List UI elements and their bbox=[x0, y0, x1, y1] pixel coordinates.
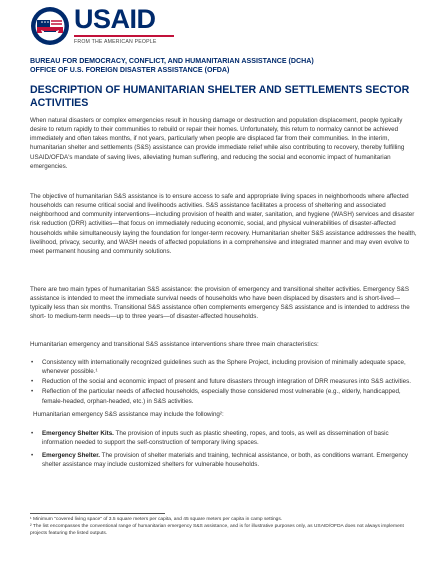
footnote-2: ² The list encompasses the conventional range of humanitarian emergency S&S assistance, and is for illustrative purposes only, as USAID/OFDA does not always implement projects featuring the listed outputs. bbox=[30, 524, 404, 536]
paragraph-emergency-intro: Humanitarian emergency S&S assistance may include the following²: bbox=[33, 411, 224, 418]
office-line: OFFICE OF U.S. FOREIGN DISASTER ASSISTANCE (OFDA) bbox=[30, 66, 230, 74]
list-item bbox=[30, 429, 420, 447]
paragraph-objective: The objective of humanitarian S&S assistance is to ensure access to safe and appropriate living spaces in neighborhoods where affected households can resume critical social and livelihoods activities. S&S assistance facilitates a process of sheltering and associated neighborhood and community interventions—including provision of health and water, sanitation, and hygiene (WASH) services and disaster risk reduction (DRR) activities—that focus on immediately reducing economic, social, and physical vulnerabilities of disaster-affected households while simultaneously laying the foundation for longer-term recovery. Humanitarian shelter S&S assistance addresses the health, livelihood, privacy, security, and WASH needs of affected populations in a comprehensive and integrated manner and may even evolve to meet permanent housing and community solutions. bbox=[30, 193, 417, 255]
bullet-icon: • bbox=[31, 359, 34, 366]
usaid-logo bbox=[30, 4, 180, 54]
item-lead: Emergency Shelter Kits. bbox=[42, 430, 114, 437]
list-item: • Reflection of the particular needs of affected households, especially those considered most vulnerable (e.g., elderly, handicapped, female-headed, orphan-headed, etc.) in S&S activities. bbox=[31, 388, 401, 405]
paragraph-intro: When natural disasters or complex emergencies result in housing damage or destruction and population displacement, people typically desire to return rapidly to their communities to rebuild or repair their homes. Unfortunately, this return to normalcy cannot be achieved immediately and often takes months, if not years, particularly when people are displaced far from their communities. In the interim, humanitarian shelter and settlements (S&S) assistance can provide immediate relief while also contributing to recovery, thereby fulfilling USAID/OFDA's mandate of saving lives, alleviating human suffering, and reducing the social and economic impact of humanitarian emergencies. bbox=[30, 117, 405, 170]
bullet-icon: • bbox=[31, 452, 34, 460]
characteristics-list bbox=[30, 358, 420, 407]
bureau-line: BUREAU FOR DEMOCRACY, CONFLICT, AND HUMANITARIAN ASSISTANCE (DCHA) bbox=[30, 57, 314, 65]
bullet-icon: • bbox=[31, 430, 34, 437]
logo-tagline: FROM THE AMERICAN PEOPLE bbox=[74, 39, 157, 45]
footnotes bbox=[30, 516, 422, 537]
logo-rule bbox=[74, 35, 174, 37]
office-heading bbox=[30, 57, 420, 75]
footnote-1: ¹ Minimum "covered living space" of 3.5 square meters per capita, and 45 square meters per capita in camp settings. bbox=[30, 517, 283, 522]
list-item bbox=[30, 451, 420, 469]
logo-wordmark: USAID bbox=[74, 4, 156, 34]
bullet-icon: • bbox=[31, 388, 34, 396]
item-lead: Emergency Shelter. bbox=[42, 452, 101, 460]
bullet-icon: • bbox=[31, 378, 34, 386]
list-item: • Consistency with internationally recognized guidelines such as the Sphere Project, including provision of minimally adequate space, whenever possible.¹ bbox=[31, 359, 406, 376]
emergency-list bbox=[30, 429, 420, 474]
paragraph-types: There are two main types of humanitarian S&S assistance: the provision of emergency and transitional shelter activities. Emergency S&S assistance is intended to meet the immediate survival needs of households who have been displaced by disasters and is short-lived—typically less than six months. Transitional S&S assistance often complements emergency S&S assistance and is intended to address the short- to medium-term needs—up to three years—of disaster-affected households. bbox=[30, 286, 410, 321]
usaid-seal-icon bbox=[30, 6, 70, 46]
paragraph-characteristics-intro: Humanitarian emergency and transitional S&S assistance interventions share three main characteristics: bbox=[30, 341, 319, 348]
item-text: The provision of inputs such as plastic sheeting, ropes, and tools, as well as dissemination of basic information needed to support the self-construction of temporary living spaces. bbox=[42, 430, 389, 447]
footnote-divider bbox=[30, 513, 165, 514]
list-item: • Reduction of the social and economic impact of present and future disasters through integration of DRR measures into S&S activities. bbox=[31, 378, 411, 386]
document-title: DESCRIPTION OF HUMANITARIAN SHELTER AND SETTLEMENTS SECTOR ACTIVITIES bbox=[30, 84, 410, 109]
item-text: The provision of shelter materials and training, technical assistance, or both, as conditions warrant. Emergency shelter assistance may include customized shelters for vulnerable households. bbox=[42, 452, 409, 469]
